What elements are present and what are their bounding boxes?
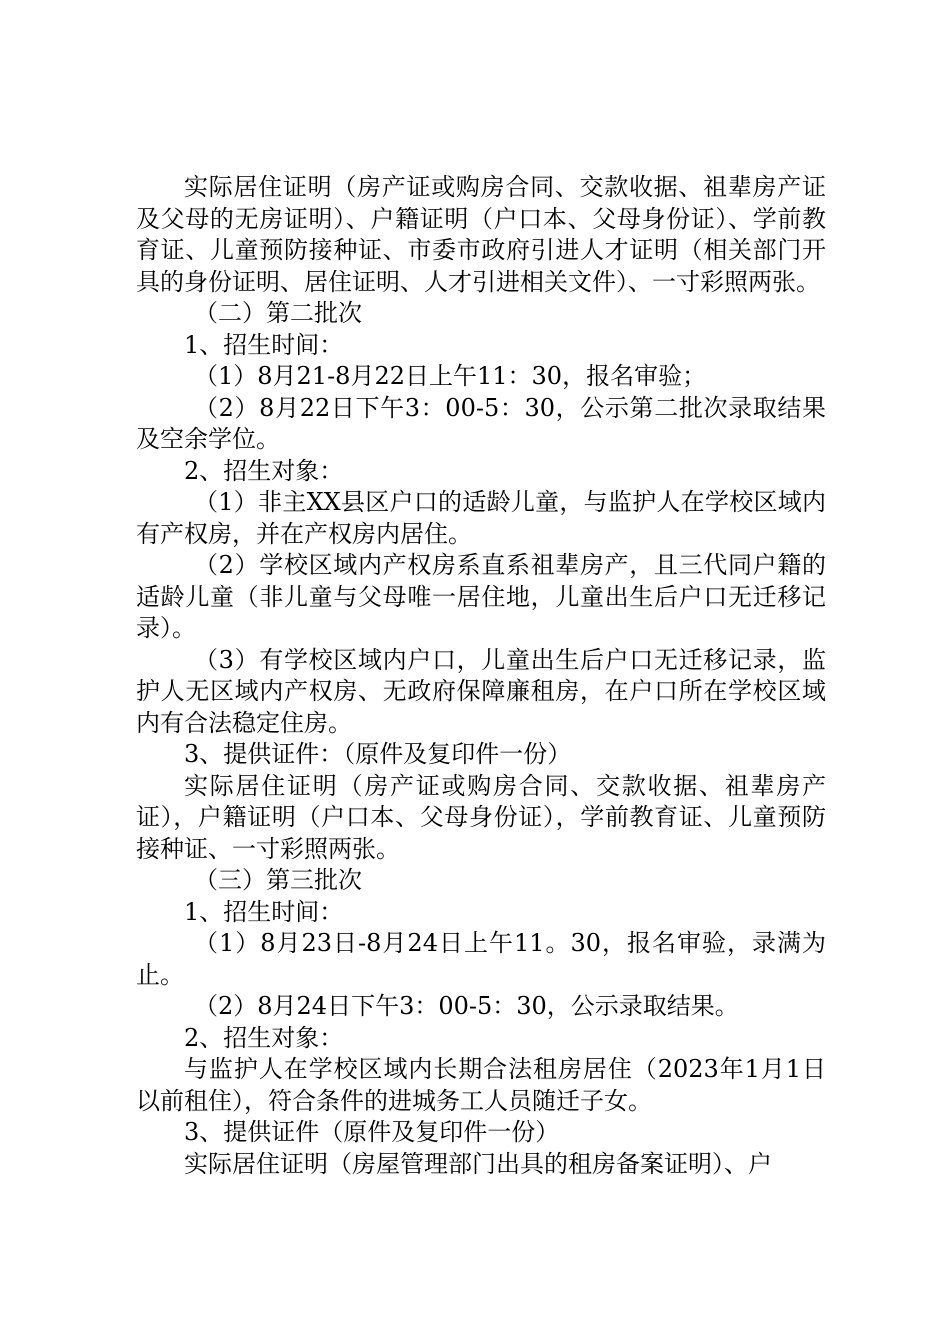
item-enrollment-time-third: 1、招生时间： [184,897,344,926]
paragraph-targets-third: 与监护人在学校区域内长期合法租房居住（2023年1月1日以前租住），符合条件的进城务工人员随迁子女。 [136,1055,826,1115]
sub-item-registration-third: （1）8月23日-8月24日上午11。30，报名审验，录满为止。 [136,929,826,989]
heading-third-batch: （三）第三批次 [194,866,362,894]
item-enrollment-targets: 2、招生对象： [184,456,344,485]
paragraph-required-documents-first: 实际居住证明（房产证或购房合同、交款收据、祖辈房产证及父母的无房证明）、户籍证明（户口本、父母身份证）、学前教育证、儿童预防接种证、市委市政府引进人才证明（相关部门开具的身份证明、居住证明、人才引进相关文件）、一寸彩照两张。 [136,173,826,296]
item-enrollment-time: 1、招生时间： [184,330,344,359]
sub-item-registration: （1）8月21-8月22日上午11：30，报名审验； [194,362,707,390]
paragraph-required-documents-second: 实际居住证明（房产证或购房合同、交款收据、祖辈房产证），户籍证明（户口本、父母身份证），学前教育证、儿童预防接种证、一寸彩照两张。 [136,771,826,863]
heading-second-batch: （二）第二批次 [194,299,362,327]
paragraph-required-documents-third: 实际居住证明（房屋管理部门出具的租房备案证明）、户 [184,1149,772,1178]
sub-item-target-2: （2）学校区域内产权房系直系祖辈房产，且三代同户籍的适龄儿童（非儿童与父母唯一居住地，儿童出生后户口无迁移记录）。 [136,551,826,642]
sub-item-target-3: （3）有学校区域内户口，儿童出生后户口无迁移记录，监护人无区域内产权房、无政府保障廉租房，在户口所在学校区域内有合法稳定住房。 [136,645,826,737]
document-body [136,172,826,1180]
item-required-documents-third: 3、提供证件（原件及复印件一份） [184,1118,560,1146]
sub-item-announcement: （2）8月22日下午3：00-5：30，公示第二批次录取结果及空余学位。 [136,393,826,453]
sub-item-announcement-third: （2）8月24日下午3：00-5：30，公示录取结果。 [194,992,739,1020]
sub-item-target-1: （1）非主XX县区户口的适龄儿童，与监护人在学校区域内有产权房，并在产权房内居住。 [136,488,826,548]
item-enrollment-targets-third: 2、招生对象： [184,1023,344,1052]
item-required-documents: 3、提供证件：（原件及复印件一份） [184,740,572,768]
